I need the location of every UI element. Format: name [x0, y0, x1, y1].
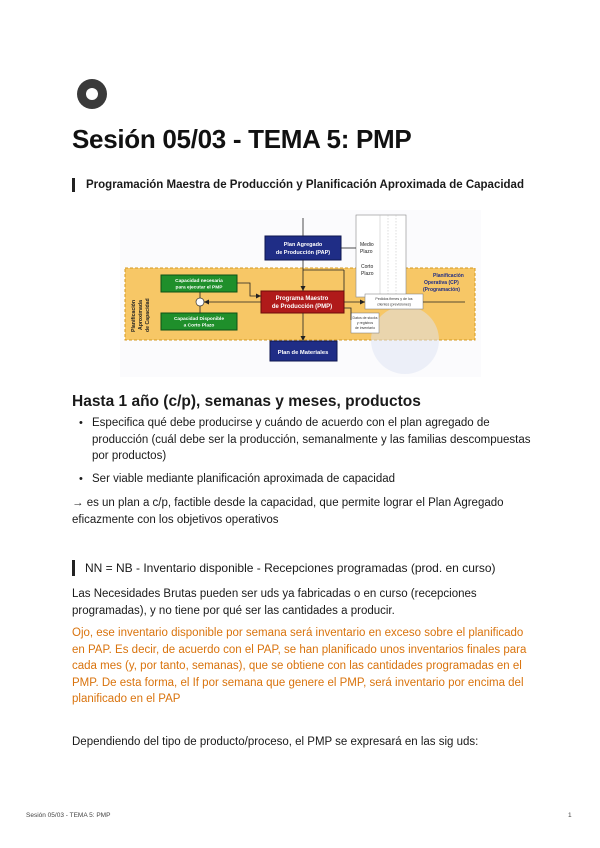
corto-label-2: Plazo [361, 271, 374, 277]
cap-disponible-label-1: Capacidad Disponible [173, 317, 225, 322]
formula-callout: NN = NB - Inventario disponible - Recepciones programadas (prod. en curso) [72, 560, 496, 576]
right-label-1: Planificación [433, 273, 464, 279]
horizon-column [356, 215, 406, 297]
footer-title: Sesión 05/03 - TEMA 5: PMP [26, 812, 111, 819]
highlight-paragraph: Ojo, ese inventario disponible por semana será inventario en exceso sobre el planificado en PAP. Es decir, de acuerdo con el PAP, se han planificado unos inventarios finales para cada mes (y, por tanto, semanas), que se obtiene con las cantidades programadas en el PMP. De esta forma, el If por semana que genere el PMP, será inventario por encima del planificado en el PAP [72, 627, 527, 705]
list-item: • Ser viable mediante planificación aproximada de capacidad [72, 471, 532, 488]
side-label-2: Aproximada [138, 300, 144, 330]
orders-note-1: Pedidos firmes y de los [375, 297, 413, 301]
cap-disponible-label-2: a Corto Plazo [183, 323, 215, 329]
corto-label-1: Corto [361, 264, 374, 270]
inventory-note-1: Datos de stocks [352, 316, 378, 320]
side-label-3: de Capacidad [145, 298, 151, 332]
pap-box [265, 236, 341, 260]
callout-heading: Programación Maestra de Producción y Planificación Aproximada de Capacidad [72, 178, 524, 192]
pap-label-1: Plan Agregado [283, 242, 323, 248]
arrow-paragraph: → es un plan a c/p, factible desde la capacidad, que permite lograr el Plan Agregado eficazmente con los objetivos operativos [72, 497, 504, 526]
page-number: 1 [568, 812, 572, 819]
paragraph-units: Dependiendo del tipo de producto/proceso, el PMP se expresará en las sig uds: [72, 736, 479, 748]
comparator-node [196, 298, 204, 306]
cap-necesaria-label-2: para ejecutar el PMP [175, 285, 223, 291]
inventory-note-3: de inventario [354, 326, 376, 330]
pmp-label-2: de Producción (PMP) [271, 304, 333, 310]
inventory-note-2: y registros [356, 321, 374, 325]
plan-materiales-label: Plan de Materiales [277, 350, 329, 356]
pmp-diagram [120, 210, 481, 377]
list-item: • Especifica qué debe producirse y cuándo de acuerdo con el plan agregado de producción (cuál debe ser la producción, semanalmente y las familias descompuestas por productos) [72, 415, 532, 465]
orders-note-2: clientes (previsiones) [377, 302, 411, 307]
medio-label-2: Plazo [360, 249, 373, 255]
page-title: Sesión 05/03 - TEMA 5: PMP [72, 124, 412, 154]
side-label-1: Planificación [131, 300, 137, 332]
right-label-2: Operativa (CP) [424, 280, 459, 286]
paragraph-necesidades: Las Necesidades Brutas pueden ser uds ya fabricadas o en curso (recepciones programadas), y no tiene por qué ser las cantidades a producir. [72, 588, 477, 617]
pap-label-2: de Producción (PAP) [275, 250, 331, 256]
medio-label-1: Medio [360, 242, 374, 248]
cap-necesaria-label-1: Capacidad necesaria [175, 279, 223, 284]
right-label-3: (Programación) [423, 287, 460, 293]
section-heading: Hasta 1 año (c/p), semanas y meses, productos [72, 393, 421, 410]
bullet-list [72, 415, 532, 493]
page-icon [77, 79, 107, 109]
pmp-label-1: Programa Maestro [275, 296, 329, 302]
